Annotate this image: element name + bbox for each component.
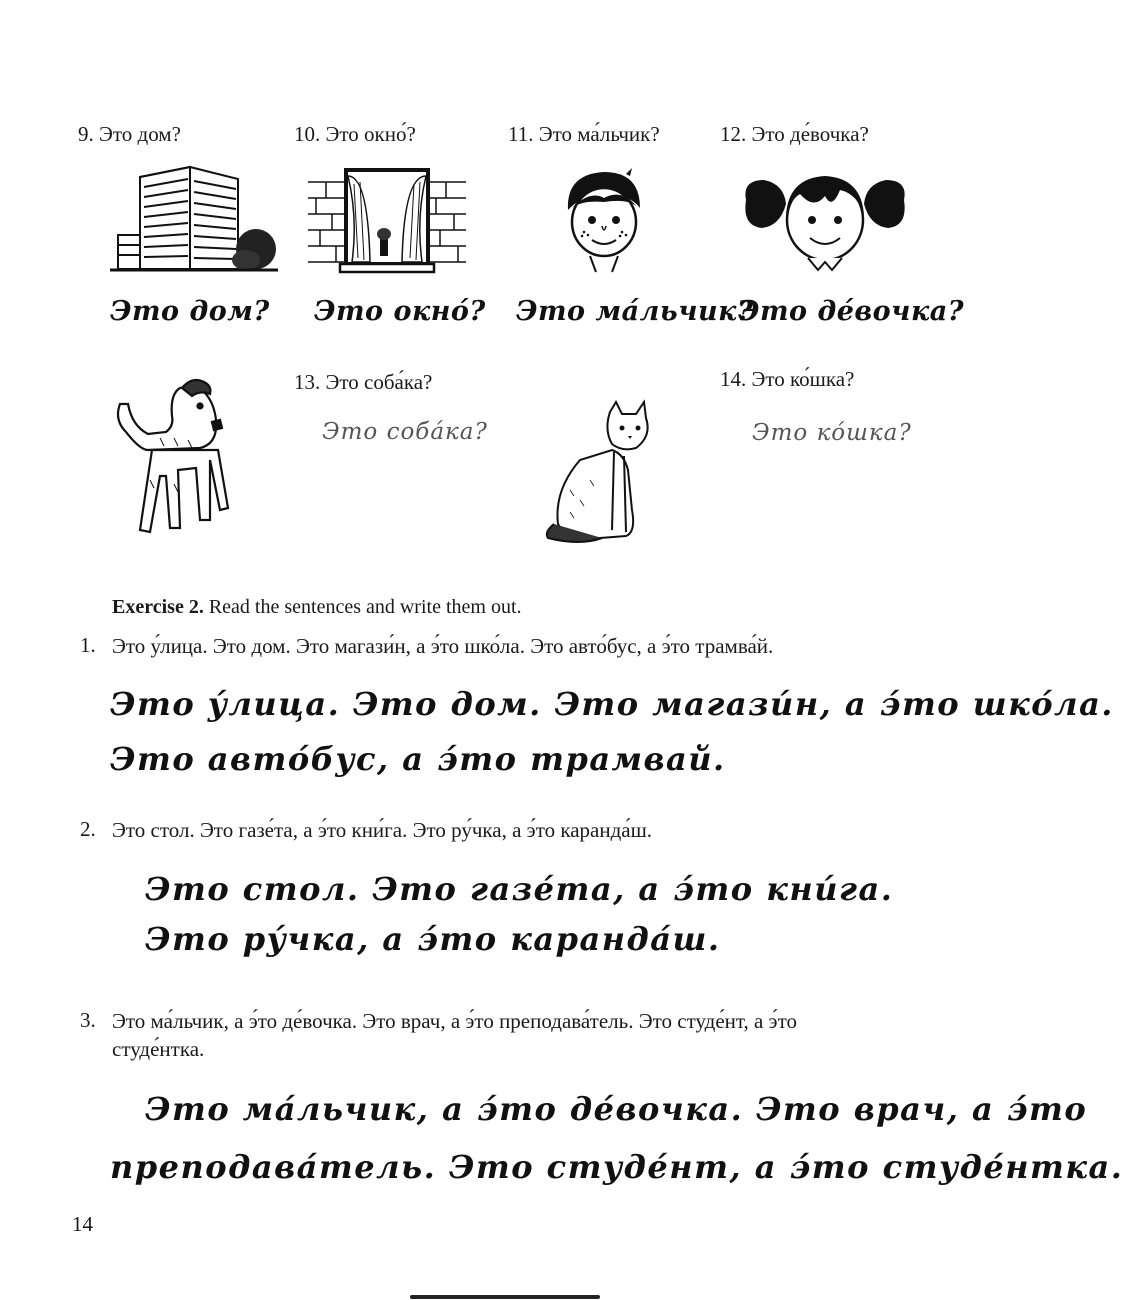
window-icon bbox=[308, 168, 468, 276]
question-13: 13. Это соба́ка? bbox=[294, 370, 433, 394]
handwritten-12: Это де́вочка? bbox=[738, 296, 965, 327]
handwritten-14: Это ко́шка? bbox=[752, 420, 912, 446]
item-number: 1. bbox=[80, 633, 96, 657]
dog-icon bbox=[100, 380, 240, 545]
handwritten-2-line-2: Это ру́чка, а э́то каранда́ш. bbox=[145, 920, 721, 958]
exercise-instruction: Read the sentences and write them out. bbox=[208, 596, 522, 618]
item-number: 2. bbox=[80, 817, 96, 841]
sentence-1: Это у́лица. Это дом. Это магази́н, а э́то шко́ла. Это авто́бус, а э́то трамва́й. bbox=[112, 634, 774, 658]
building-icon bbox=[110, 165, 280, 275]
item-number: 3. bbox=[80, 1008, 96, 1032]
question-12: 12. Это де́вочка? bbox=[720, 122, 869, 146]
exercise-title: Exercise 2. bbox=[112, 596, 204, 618]
sentence-2: Это стол. Это газе́та, а э́то кни́га. Это ру́чка, а э́то каранда́ш. bbox=[112, 818, 653, 842]
handwritten-3-line-2: преподава́тель. Это студе́нт, а э́то студе́нтка. bbox=[110, 1148, 1123, 1186]
handwritten-9: Это дом? bbox=[110, 296, 270, 327]
handwritten-1-line-2: Это авто́бус, а э́то трамвай. bbox=[110, 740, 726, 778]
sentence-3-line-2: студе́нтка. bbox=[112, 1037, 205, 1061]
question-14: 14. Это ко́шка? bbox=[720, 367, 855, 391]
girl-icon bbox=[740, 170, 910, 275]
question-9: 9. Это дом? bbox=[78, 122, 181, 146]
handwritten-10: Это окно́? bbox=[314, 296, 486, 327]
exercise-heading bbox=[112, 596, 522, 619]
boy-icon bbox=[560, 168, 650, 273]
handwritten-3-line-1: Это ма́льчик, а э́то де́вочка. Это врач, а э́то bbox=[145, 1090, 1088, 1128]
bottom-divider bbox=[410, 1295, 600, 1299]
question-10: 10. Это окно́? bbox=[294, 122, 416, 146]
sentence-3-line-1: Это ма́льчик, а э́то де́вочка. Это врач, а э́то преподава́тель. Это студе́нт, а э́то bbox=[112, 1009, 797, 1033]
handwritten-13: Это соба́ка? bbox=[322, 419, 488, 445]
question-11: 11. Это ма́льчик? bbox=[508, 122, 660, 146]
handwritten-11: Это ма́льчик? bbox=[516, 296, 754, 327]
handwritten-1-line-1: Это у́лица. Это дом. Это магази́н, а э́то шко́ла. bbox=[110, 685, 1114, 723]
cat-icon bbox=[540, 400, 660, 545]
page-number: 14 bbox=[72, 1212, 93, 1236]
handwritten-2-line-1: Это стол. Это газе́та, а э́то кни́га. bbox=[145, 870, 894, 908]
